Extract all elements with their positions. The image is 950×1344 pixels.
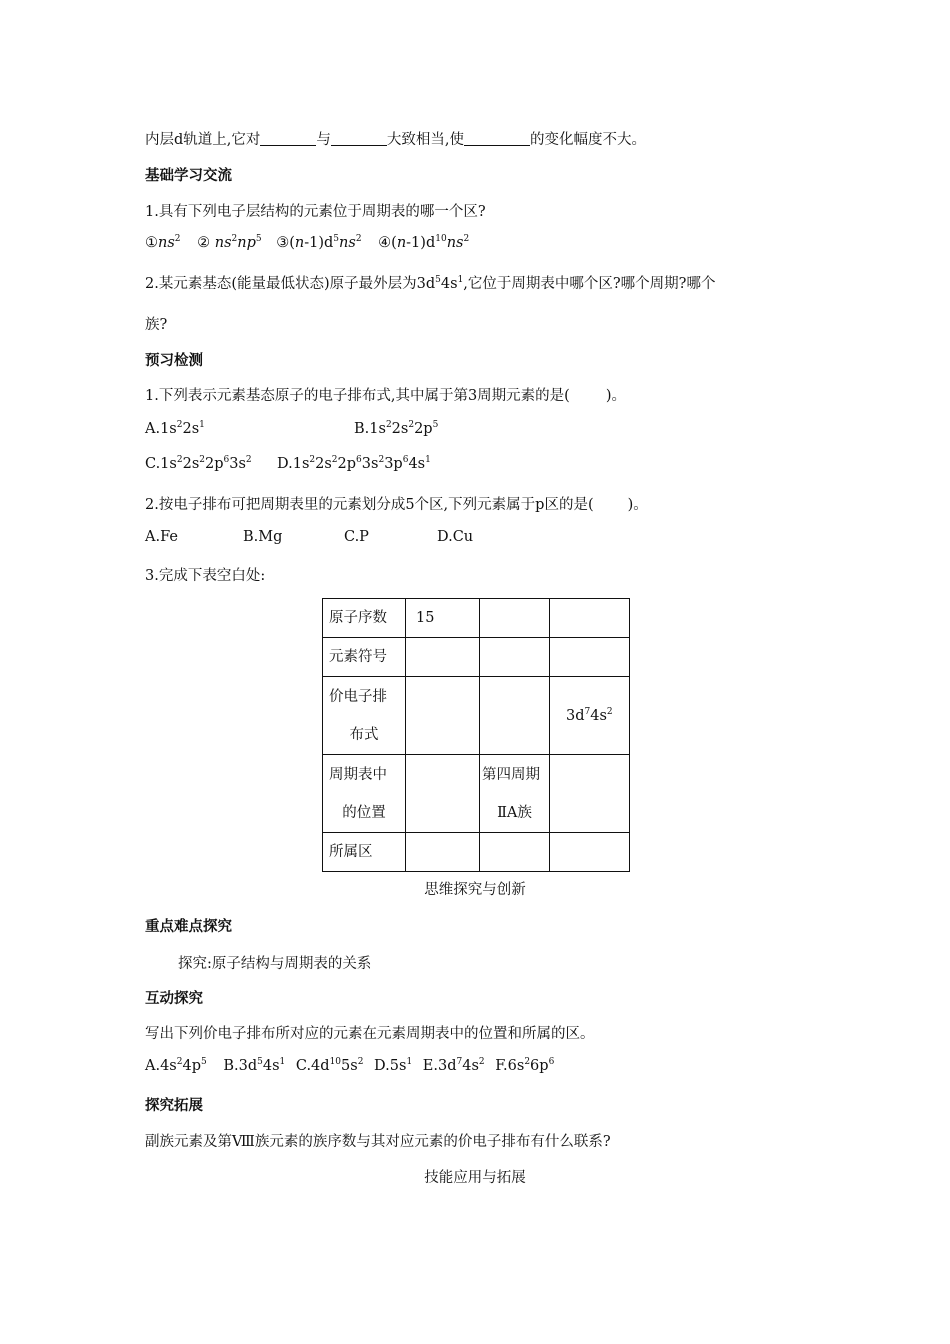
table-cell[interactable] <box>406 677 480 755</box>
question-2: 2.某元素基态(能量最低状态)原子最外层为$3d^54s^1$,它位于周期表中哪个区?哪个周期?哪个 <box>145 275 716 292</box>
table-row <box>323 833 630 872</box>
interactive-option-a: $A.4s^24p^5$ <box>145 1057 207 1074</box>
section-title-thinking: 思维探究与创新 <box>424 882 526 898</box>
answer-blank[interactable] <box>464 131 530 146</box>
table-cell[interactable] <box>550 833 630 872</box>
row-header-atomic-number: 原子序数 <box>323 599 406 638</box>
question-1-options <box>145 235 469 251</box>
table-row <box>323 755 630 833</box>
heading-extension: 探究拓展 <box>145 1098 203 1114</box>
question-2-continued: 族? <box>145 317 168 333</box>
cell-line: ⅡA族 <box>497 804 532 821</box>
element-info-table <box>322 598 630 872</box>
interactive-option-c: $C.4d^{10}5s^2$ <box>295 1057 364 1074</box>
table-cell[interactable] <box>480 599 550 638</box>
table-row <box>323 638 630 677</box>
row-header-block: 所属区 <box>323 833 406 872</box>
preview-q2-option-a: A.Fe <box>145 529 178 545</box>
interactive-option-d: $D.5s^1$ <box>374 1057 413 1074</box>
option-1: $①ns^2$ <box>145 234 181 251</box>
table-row <box>323 677 630 755</box>
table-cell[interactable] <box>406 638 480 677</box>
header-line: 布式 <box>349 726 379 743</box>
preview-question-2: 2.按电子排布可把周期表里的元素划分成5个区,下列元素属于p区的是( )。 <box>145 497 648 513</box>
table-cell <box>480 755 550 833</box>
interactive-options <box>145 1058 554 1074</box>
text-segment: 与 <box>316 132 331 148</box>
option-4: $④(n-1)d^{10}ns^2$ <box>378 234 470 251</box>
preview-q1-option-b: $B.1s^22s^22p^5$ <box>354 420 439 437</box>
option-3: $③(n-1)d^5ns^2$ <box>276 234 362 251</box>
cell-line: 第四周期 <box>482 766 540 783</box>
table-row <box>323 599 630 638</box>
section-title-skills: 技能应用与拓展 <box>424 1170 526 1186</box>
table-cell[interactable] <box>406 755 480 833</box>
preview-question-1: 1.下列表示元素基态原子的电子排布式,其中属于第3周期元素的是( )。 <box>145 388 626 404</box>
fill-in-paragraph <box>145 128 646 149</box>
preview-question-3: 3.完成下表空白处: <box>145 568 266 584</box>
answer-blank[interactable] <box>260 131 316 146</box>
row-header-element-symbol: 元素符号 <box>323 638 406 677</box>
heading-key-points: 重点难点探究 <box>145 919 232 935</box>
interactive-option-b: $B.3d^54s^1$ <box>223 1057 286 1074</box>
table-cell: 15 <box>406 599 480 638</box>
heading-interactive: 互动探究 <box>145 991 203 1007</box>
row-header-valence-config <box>323 677 406 755</box>
heading-preview-test: 预习检测 <box>145 353 203 369</box>
answer-blank[interactable] <box>331 131 387 146</box>
explore-topic: 探究:原子结构与周期表的关系 <box>178 956 372 972</box>
preview-q2-option-d: D.Cu <box>437 529 474 545</box>
header-line: 价电子排 <box>329 688 387 705</box>
table-cell[interactable] <box>480 677 550 755</box>
table-cell: $3d^74s^2$ <box>550 677 630 755</box>
option-2: ② $ns^2np^5$ <box>197 234 262 251</box>
preview-q2-option-b: B.Mg <box>243 529 283 545</box>
text-segment: 的变化幅度不大。 <box>530 132 646 148</box>
preview-q1-option-d: $D.1s^22s^22p^63s^23p^64s^1$ <box>277 455 431 472</box>
preview-q2-option-c: C.P <box>344 529 369 545</box>
interactive-question: 写出下列价电子排布所对应的元素在元素周期表中的位置和所属的区。 <box>145 1026 595 1042</box>
table-cell[interactable] <box>406 833 480 872</box>
table-cell[interactable] <box>550 638 630 677</box>
header-line: 周期表中 <box>329 766 387 783</box>
table-cell[interactable] <box>480 833 550 872</box>
interactive-option-e: $E.3d^74s^2$ <box>422 1057 485 1074</box>
question-1: 1.具有下列电子层结构的元素位于周期表的哪一个区? <box>145 204 486 220</box>
preview-q1-option-a: $A.1s^22s^1$ <box>145 420 205 437</box>
table-cell[interactable] <box>480 638 550 677</box>
table-cell[interactable] <box>550 599 630 638</box>
interactive-option-f: $F.6s^26p^6$ <box>495 1057 555 1074</box>
heading-basic-learning: 基础学习交流 <box>145 168 232 184</box>
table-cell[interactable] <box>550 755 630 833</box>
preview-q1-option-c: $C.1s^22s^22p^63s^2$ <box>145 455 252 472</box>
row-header-position <box>323 755 406 833</box>
header-line: 的位置 <box>342 804 386 821</box>
extension-question: 副族元素及第Ⅷ族元素的族序数与其对应元素的价电子排布有什么联系? <box>145 1134 611 1150</box>
text-segment: 内层d轨道上,它对 <box>145 132 261 148</box>
text-segment: 大致相当,使 <box>386 132 464 148</box>
